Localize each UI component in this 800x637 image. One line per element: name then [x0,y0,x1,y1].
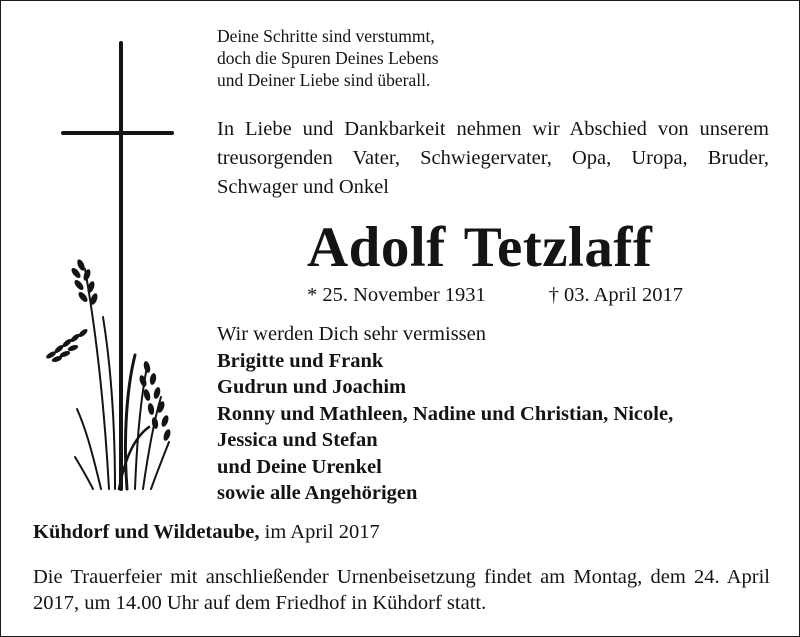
mourner-line: sowie alle Angehörigen [217,482,418,504]
mourners-intro: Wir werden Dich sehr vermissen [217,323,487,345]
memorial-verse [217,25,439,91]
mourner-line: Brigitte und Frank [217,349,384,372]
life-dates [307,282,683,308]
place-and-date [33,518,380,546]
cross-with-wheat-icon [31,37,181,497]
first-name: Adolf [307,216,446,279]
mourner-line: und Deine Urenkel [217,455,382,478]
verse-line: Deine Schritte sind verstummt, [217,26,435,46]
notice-date: im April 2017 [259,521,380,543]
verse-line: und Deiner Liebe sind überall. [217,70,431,90]
deceased-name [307,214,652,282]
last-name: Tetzlaff [463,216,653,279]
birth-date: * 25. November 1931 [307,284,486,306]
place-name: Kühdorf und Wildetaube, [33,521,260,543]
intro-paragraph: In Liebe und Dankbarkeit nehmen wir Abschied von unserem treusorgenden Vater, Schwiegervater, Opa, Uropa, Bruder, Schwager und Onkel [217,118,769,198]
mourner-line: Ronny und Mathleen, Nadine und Christian, Nicole, [217,402,674,425]
verse-line: doch die Spuren Deines Lebens [217,48,439,68]
death-date: † 03. April 2017 [548,284,683,306]
funeral-info: Die Trauerfeier mit anschließender Urnenbeisetzung findet am Montag, dem 24. April 2017, um 14.00 Uhr auf dem Friedhof in Kühdorf statt. [33,566,770,614]
mourners-list [217,321,673,507]
mourner-line: Gudrun und Joachim [217,376,407,398]
mourner-line: Jessica und Stefan [217,429,378,451]
